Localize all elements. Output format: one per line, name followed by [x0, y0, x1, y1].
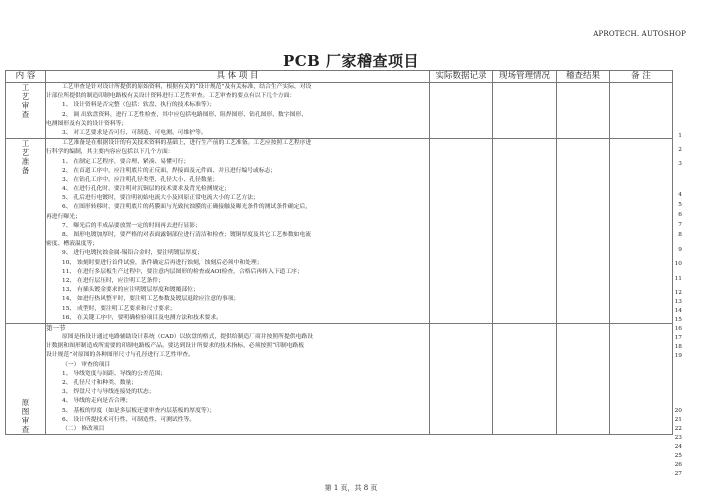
row-number: 9	[678, 247, 682, 253]
row-number: 6	[678, 212, 682, 218]
row-number: 3	[678, 161, 682, 167]
row-number: 19	[674, 353, 682, 359]
row-number: 23	[674, 435, 682, 441]
col-header-actual-data: 实际数据记录	[430, 71, 493, 83]
items-cell: 工艺准备是在根据设计的有关技术资料的基础上，进行生产前的工艺准备。工艺应按照工艺程序进 行科学的编制，其主要内容应包括以下几个方面： 1、 在制定工艺程序，要合理、紧凑、易懂可行； 2、 在首道工序中，应注明底片的正反面，焊接面及元件面、并且进行编号或标志； 3、 在钻孔工序中，应注明孔径类型、孔径大小、孔径数量； 4、 在进行孔化时，要注明对沉铜层的技术要求及背光检测规定； 5、 孔后进行电镀时，要注明初始电流大小及回原正常电流大小的工艺方法； 6、 在图形转移时，要注明底片的药膜面与光致抗蚀膜的正确接触及曝光条件的测试条件确定后， 再进行曝光； 7、 曝光后的半成品要放置一定的时间再去进行显影； 8、 图形电镀加厚时，要严格的对表面露铜部位进行清洁和检查；镀铜厚度及其它工艺参数如电流 密度、槽液温度等； 9、 进行电镀抗蚀金属-锡铅合金时，要注明镀层厚度； 10、 蚀刻时要进行首件试验，条件确定后再进行蚀刻，蚀刻后必须中和处理； 11、 在进行多层板生产过程中，要注意内层图形的检查或AOI检查，合格后再转入下道工序； 12、 在进行层压时，应注明工艺条件； 13、 有插头镀金要求的应注明镀层厚度和镀覆部位； 14、 如进行热风整平时，要注明工艺参数及镀层退除应注意的事项； 15、 成型时，要注明工艺要求和尺寸要求； 16、 在关键工序中，要明确检验项目及电测方法和技术要求。	[46, 139, 430, 324]
audit-table	[5, 70, 673, 435]
row-number: 13	[674, 299, 682, 305]
items-cell: 工艺审查是针对设计所提供的原始资料，根据有关的“设计规范”及有关标准，结合生产实际，对设 计部位所提供的制造印制电路板有关设计资料进行工艺性审查。工艺审查的要点有以下几个方面： 1、 设计资料是否完整（包括：软盘、执行的技术标准等）； 2、 调 出软盘资料，进行工艺性检查，其中应包括电路图形、阻焊图形、钻孔图形、数字图形、 电测图形及有关的设计资料等； 3、 对工艺要求是否可行、可制造、可电测、可维护等。	[46, 83, 430, 139]
col-header-site-management: 现场管理情况	[493, 71, 557, 83]
audit-result-cell[interactable]	[557, 323, 610, 434]
row-number: 18	[674, 344, 682, 350]
remarks-cell[interactable]	[610, 323, 673, 434]
actual-data-cell[interactable]	[430, 139, 493, 324]
row-number: 25	[674, 453, 682, 459]
col-header-audit-result: 稽查结果	[557, 71, 610, 83]
items-cell: 第一节 原图是指设计通过电路辅助设计系统（CAD）以软盘的格式，提供给制造厂商并按照所提供电路设 计数据和图形制造成所需要的印制电路板产品。要达到设计所要求的技术指标，必须按照“印制电路板 设计规范”对原图的各种图形尺寸与孔径进行工艺性审查。 （一） 审查的项目 1、 导线宽度与间距、导线的公差范围； 2、 孔径尺寸和种类、数量； 3、 焊盘尺寸与导线连接处的状态； 4、 导线的走向是否合理； 5、 基板的厚度（如是多层板还要审查内层基板的厚度等）； 6、 设计所提技术可行性、可制造性、可测试性等。 （二） 修改项目	[46, 323, 430, 434]
remarks-cell[interactable]	[610, 83, 673, 139]
company-name: APROTECH. AUTOSHOP	[593, 30, 686, 38]
row-number: 8	[678, 232, 682, 238]
remarks-cell[interactable]	[610, 139, 673, 324]
row-number: 4	[678, 192, 682, 198]
row-number: 26	[674, 462, 682, 468]
header-row	[6, 71, 673, 83]
col-header-items: 具 体 项 目	[46, 71, 430, 83]
row-number: 21	[674, 417, 682, 423]
table-row	[6, 139, 673, 324]
row-number: 11	[674, 276, 682, 282]
row-number: 7	[678, 222, 682, 228]
row-number: 15	[674, 317, 682, 323]
site-management-cell[interactable]	[493, 139, 557, 324]
row-number: 17	[674, 335, 682, 341]
table-row	[6, 83, 673, 139]
audit-result-cell[interactable]	[557, 139, 610, 324]
page-footer: 第 1 页，共 8 页	[324, 484, 378, 492]
row-number: 14	[674, 308, 682, 314]
page-title: PCB 厂家稽查项目	[282, 52, 420, 70]
actual-data-cell[interactable]	[430, 323, 493, 434]
row-number: 5	[678, 202, 682, 208]
actual-data-cell[interactable]	[430, 83, 493, 139]
row-number: 10	[674, 261, 682, 267]
audit-result-cell[interactable]	[557, 83, 610, 139]
category-cell: 原 图 审 查	[6, 323, 46, 434]
row-number: 12	[674, 290, 682, 296]
row-number: 1	[678, 133, 682, 139]
category-cell: 工 艺 准 备	[6, 139, 46, 324]
row-number: 22	[674, 426, 682, 432]
table-row	[6, 323, 673, 434]
row-number: 16	[674, 326, 682, 332]
site-management-cell[interactable]	[493, 83, 557, 139]
col-header-content: 内 容	[6, 71, 46, 83]
row-number: 27	[674, 471, 682, 477]
row-number: 24	[674, 444, 682, 450]
category-cell: 工 艺 审 查	[6, 83, 46, 139]
site-management-cell[interactable]	[493, 323, 557, 434]
col-header-remarks: 备 注	[610, 71, 673, 83]
row-number: 2	[678, 147, 682, 153]
row-number: 20	[674, 408, 682, 414]
